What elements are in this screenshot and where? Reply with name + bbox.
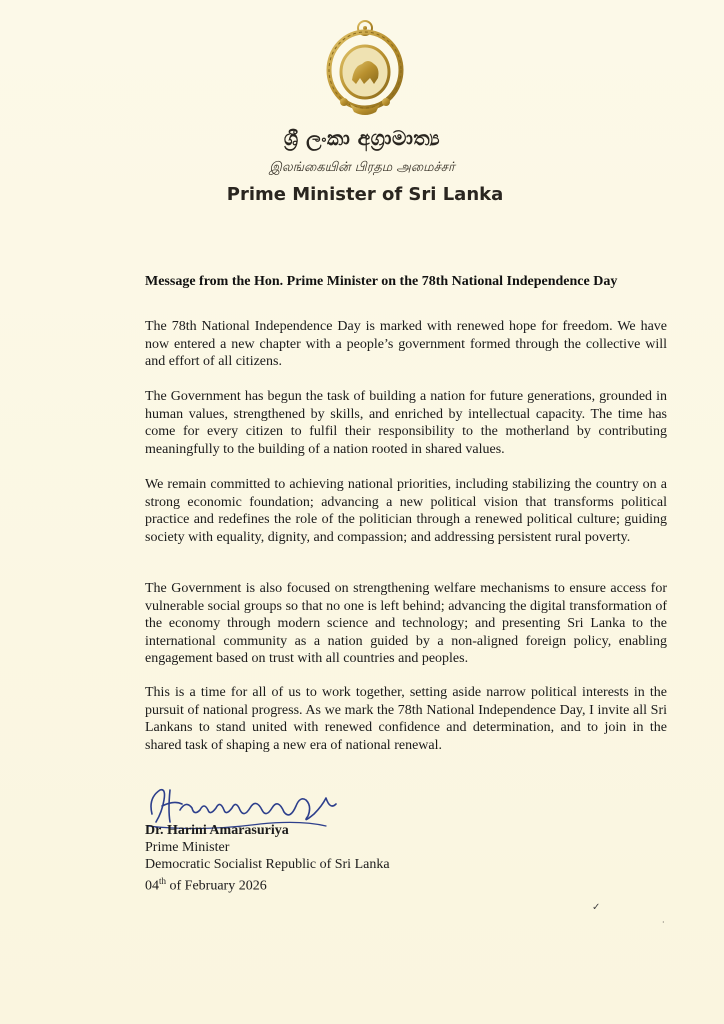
signatory-country: Democratic Socialist Republic of Sri Lanka: [145, 857, 390, 872]
letterhead-tamil-title: இலங்கையின் பிரதம அமைச்சர்: [269, 160, 455, 175]
paragraph-3: We remain committed to achieving national priorities, including stabilizing the country on a strong economic foundation; advancing a new political vision that transforms political practice and redefines the role of the politician through a renewed political culture; guiding society with equality, dignity, and compassion; and addressing persistent rural poverty.: [145, 477, 667, 545]
paragraph-2: The Government has begun the task of building a nation for future generations, grounded in human values, strengthened by skills, and enriched by intellectual capacity. The time has come for every citizen to fulfil their responsibility to the motherland by contributing meaningfully to the building of a nation rooted in shared values.: [145, 389, 667, 457]
paragraph-4: The Government is also focused on strengthening welfare mechanisms to ensure access for vulnerable social groups so that no one is left behind; advancing the digital transformation of the economy through modern science and technology; and presenting Sri Lanka to the international community as a nation guided by a non-aligned foreign policy, enabling engagement based on trust with all countries and peoples.: [145, 581, 667, 666]
paper-speck: ✓: [592, 902, 601, 913]
message-subject: Message from the Hon. Prime Minister on the 78th National Independence Day: [145, 274, 618, 289]
paragraph-5: This is a time for all of us to work together, setting aside narrow political interests in the pursuit of national progress. As we mark the 78th National Independence Day, I invite all Sri Lankans to stand united with renewed confidence and determination, and to join in the shared task of shaping a new era of national renewal.: [145, 685, 667, 753]
signatory-title: Prime Minister: [145, 840, 230, 855]
signature-block: [145, 822, 390, 895]
paragraph-1: The 78th National Independence Day is marked with renewed hope for freedom. We have now entered a new chapter with a people’s government formed through the collective will and effort of all citizens.: [145, 319, 667, 369]
date-suffix: th: [159, 876, 167, 886]
sri-lanka-emblem-icon: [322, 18, 408, 118]
letterhead-sinhala-title: ශ්‍රී ලංකා අග්‍රාමාත්‍ය: [283, 126, 441, 150]
paper-speck: ·: [662, 918, 665, 927]
letter-date: [145, 873, 390, 895]
signatory-name: Dr. Harini Amarasuriya: [145, 823, 289, 838]
date-rest: of February 2026: [166, 878, 267, 894]
date-day: 04: [145, 878, 159, 894]
letterhead-english-title: Prime Minister of Sri Lanka: [226, 184, 504, 205]
